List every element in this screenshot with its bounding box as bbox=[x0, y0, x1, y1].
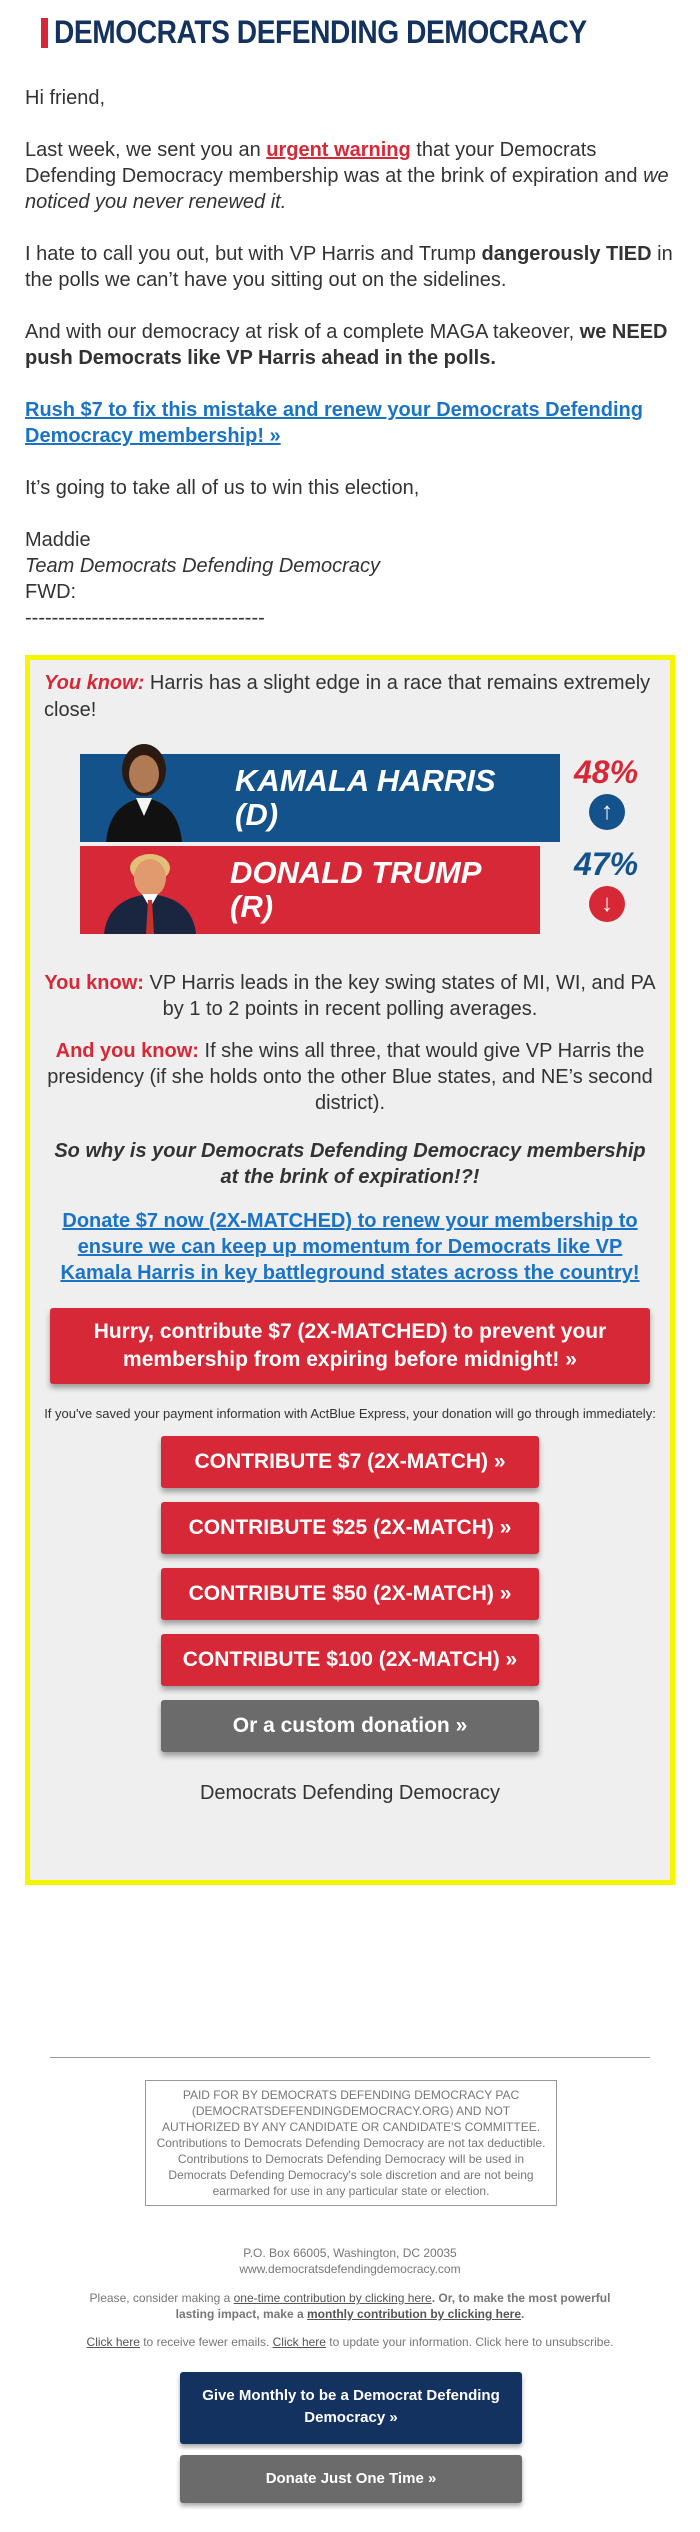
contribute-7-button[interactable]: CONTRIBUTE $7 (2X-MATCH) » bbox=[161, 1436, 539, 1488]
trump-percent: 47% bbox=[574, 846, 639, 882]
disclaimer-box bbox=[145, 2080, 557, 2206]
logo-bar bbox=[41, 18, 48, 48]
logo bbox=[0, 14, 700, 51]
rush-7-link[interactable]: Rush $7 to fix this mistake and renew your Democrats Defending Democracy membership! » bbox=[25, 399, 643, 447]
lead-1: You know: Harris has a slight edge in a race that remains extremely close! bbox=[44, 672, 651, 721]
question-text: So why is your Democrats Defending Democracy membership at the brink of expiration!?! bbox=[54, 1140, 646, 1188]
disclaimer-paid-for: PAID FOR BY DEMOCRATS DEFENDING DEMOCRACY PAC (DEMOCRATSDEFENDINGDEMOCRACY.ORG) AND NOT AUTHORIZED BY ANY CANDIDATE OR CANDIDATE'S COMMITTEE. bbox=[161, 2088, 541, 2134]
poll-graphic bbox=[44, 744, 656, 954]
sig-team: Team Democrats Defending Democracy bbox=[25, 555, 380, 577]
logo-text: DEMOCRATS DEFENDING DEMOCRACY bbox=[53, 14, 587, 50]
paragraph-3: And with our democracy at risk of a complete MAGA takeover, we NEED push Democrats like VP Harris ahead in the polls. bbox=[25, 321, 668, 369]
paragraph-2: I hate to call you out, but with VP Harris and Trump dangerously TIED in the polls we can’t have you sitting out on the sidelines. bbox=[25, 243, 673, 291]
one-time-link[interactable]: one-time contribution by clicking here bbox=[233, 2291, 432, 2305]
harris-percent: 48% bbox=[574, 754, 639, 790]
update-info-link[interactable]: Click here bbox=[272, 2335, 326, 2349]
consider-text: Please, consider making a one-time contribution by clicking here. Or, to make the most powerful lasting impact, make a monthly contribution by clicking here. bbox=[89, 2291, 611, 2321]
contribute-100-button[interactable]: CONTRIBUTE $100 (2X-MATCH) » bbox=[161, 1634, 539, 1686]
never-renewed-text: we noticed you never renewed it. bbox=[25, 165, 669, 213]
contribute-50-button[interactable]: CONTRIBUTE $50 (2X-MATCH) » bbox=[161, 1568, 539, 1620]
fwd-label: FWD: bbox=[25, 581, 77, 603]
custom-donation-button[interactable]: Or a custom donation » bbox=[161, 1700, 539, 1752]
monthly-link[interactable]: monthly contribution by clicking here bbox=[307, 2307, 522, 2321]
hurry-contribute-button[interactable]: Hurry, contribute $7 (2X-MATCHED) to prevent your membership from expiring before midnight! » bbox=[50, 1308, 650, 1384]
urgent-warning-link[interactable]: urgent warning bbox=[266, 139, 411, 161]
email-body bbox=[25, 85, 675, 631]
trump-bar bbox=[80, 846, 540, 934]
trump-photo bbox=[100, 842, 200, 934]
harris-name: KAMALA HARRIS (D) bbox=[235, 763, 496, 832]
fwd-divider: ------------------------------------ bbox=[25, 607, 265, 629]
footer-divider bbox=[50, 2057, 650, 2058]
paragraph-1: Last week, we sent you an urgent warning that your Democrats Defending Democracy membership was at the brink of expiration and we noticed you never renewed it. bbox=[25, 139, 669, 213]
sig-name: Maddie bbox=[25, 529, 91, 551]
give-monthly-button[interactable]: Give Monthly to be a Democrat Defending Democracy » bbox=[180, 2372, 522, 2444]
greeting: Hi friend, bbox=[25, 87, 106, 109]
fewer-emails-link[interactable]: Click here bbox=[86, 2335, 140, 2349]
disclaimer-earmark: Contributions to Democrats Defending Democracy will be used in Democrats Defending Democracy's sole discretion and are not being earmarked for use in any particular state or election. bbox=[168, 2152, 534, 2198]
address: P.O. Box 66005, Washington, DC 20035 bbox=[243, 2246, 457, 2260]
donate-one-time-button[interactable]: Donate Just One Time » bbox=[180, 2455, 522, 2503]
harris-bar bbox=[80, 754, 560, 842]
arrow-up-icon: ↑ bbox=[589, 794, 625, 830]
box-footer: Democrats Defending Democracy bbox=[199, 1782, 501, 1804]
donate-paragraph bbox=[44, 1208, 656, 1286]
email-preferences: Click here to receive fewer emails. Click here to update your information. Click here to unsubscribe. bbox=[86, 2335, 614, 2349]
paragraph-4: It’s going to take all of us to win this election, bbox=[25, 477, 420, 499]
harris-photo bbox=[100, 740, 188, 842]
disclaimer-not-deductible: Contributions to Democrats Defending Democracy are not tax deductible. bbox=[156, 2136, 546, 2150]
actblue-note: If you've saved your payment information with ActBlue Express, your donation will go through immediately: bbox=[44, 1406, 656, 1421]
arrow-down-icon: ↓ bbox=[589, 886, 625, 922]
paragraph-cta bbox=[25, 397, 675, 449]
contribute-25-button[interactable]: CONTRIBUTE $25 (2X-MATCH) » bbox=[161, 1502, 539, 1554]
trump-name: DONALD TRUMP (R) bbox=[230, 855, 482, 924]
lead-2: You know: VP Harris leads in the key swing states of MI, WI, and PA by 1 to 2 points in recent polling averages. bbox=[44, 972, 656, 1020]
address-block bbox=[50, 2245, 650, 2277]
signature bbox=[25, 527, 675, 631]
lead-3: And you know: If she wins all three, that would give VP Harris the presidency (if she holds onto the other Blue states, and NE’s second district). bbox=[47, 1040, 653, 1114]
donate-7-link[interactable]: Donate $7 now (2X-MATCHED) to renew your membership to ensure we can keep up momentum for Democrats like VP Kamala Harris in key battleground states across the country! bbox=[60, 1210, 640, 1284]
website: www.democratsdefendingdemocracy.com bbox=[239, 2262, 461, 2276]
forwarded-box bbox=[25, 655, 675, 1885]
